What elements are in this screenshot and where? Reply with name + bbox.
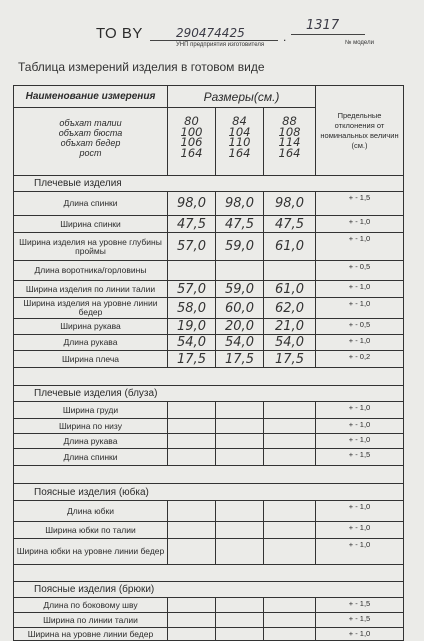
measurement-value <box>216 501 264 522</box>
deviation-value: + - 0,5 <box>316 261 404 281</box>
deviation-value: + - 1,5 <box>316 613 404 628</box>
measurement-name: Ширина изделия по линии талии <box>14 281 168 298</box>
measurement-value: 61,0 <box>264 281 316 298</box>
measurement-name: Длина воротника/горловины <box>14 261 168 281</box>
section-header-row <box>14 484 404 501</box>
deviation-value: + - 1,0 <box>316 434 404 449</box>
measurement-value: 21,0 <box>264 319 316 335</box>
section-blank-cell <box>168 176 216 192</box>
deviation-value: + - 0,5 <box>316 319 404 335</box>
gap-cell <box>264 565 316 582</box>
measurement-name: Ширина юбки на уровне линии бедер <box>14 539 168 565</box>
measurement-value <box>216 419 264 434</box>
size-value: 164 <box>228 145 251 160</box>
size-value: 80 <box>184 114 199 128</box>
model-underline <box>291 34 365 35</box>
table-row <box>14 449 404 466</box>
column-deviation-header: Предельные отклонения от номинальных величин (см.) <box>316 86 404 176</box>
measurement-value: 98,0 <box>216 192 264 216</box>
deviation-value: + - 1,0 <box>316 402 404 419</box>
measurement-value: 54,0 <box>216 335 264 351</box>
measurement-name: Ширина изделия на уровне линии бедер <box>14 298 168 319</box>
measurement-value <box>168 613 216 628</box>
table-row <box>14 598 404 613</box>
size-value: 88 <box>282 114 297 128</box>
measurement-value: 59,0 <box>216 233 264 261</box>
measurement-value <box>264 434 316 449</box>
section-blank-cell <box>264 176 316 192</box>
measurement-value: 60,0 <box>216 298 264 319</box>
measurement-value <box>264 261 316 281</box>
measurement-name: Ширина по низу <box>14 419 168 434</box>
deviation-value: + - 0,2 <box>316 351 404 368</box>
measurement-value: 62,0 <box>264 298 316 319</box>
table-row <box>14 351 404 368</box>
measurement-value <box>216 434 264 449</box>
section-blank-cell <box>316 386 404 402</box>
deviation-value: + - 1,0 <box>316 298 404 319</box>
size-value: 114 <box>278 135 301 149</box>
measurement-name: Длина спинки <box>14 192 168 216</box>
measurement-value <box>168 419 216 434</box>
measurement-value <box>168 434 216 449</box>
gap-cell <box>168 368 216 386</box>
measurement-value: 57,0 <box>168 281 216 298</box>
table-row <box>14 501 404 522</box>
section-blank-cell <box>316 484 404 501</box>
deviation-value: + - 1,5 <box>316 192 404 216</box>
measurement-value: 54,0 <box>264 335 316 351</box>
section-gap-row <box>14 368 404 386</box>
measurement-value <box>216 539 264 565</box>
measurement-value <box>264 419 316 434</box>
table-row <box>14 402 404 419</box>
size-value: 164 <box>278 145 301 160</box>
size-value: 164 <box>180 145 203 160</box>
size-value: 104 <box>228 124 251 139</box>
header-dot: . <box>283 30 287 44</box>
gap-cell <box>216 466 264 484</box>
table-row <box>14 216 404 233</box>
measurement-value <box>216 598 264 613</box>
measurement-value <box>264 449 316 466</box>
measurement-value <box>264 539 316 565</box>
table-row <box>14 419 404 434</box>
gap-cell <box>216 565 264 582</box>
size-value: 106 <box>180 135 203 149</box>
measurement-value <box>264 522 316 539</box>
section-blank-cell <box>216 484 264 501</box>
section-header-row <box>14 386 404 402</box>
measurement-value <box>264 402 316 419</box>
table-row <box>14 319 404 335</box>
section-blank-cell <box>316 582 404 598</box>
section-title: Плечевые изделия (блуза) <box>14 386 168 402</box>
measurement-name: Ширина груди <box>14 402 168 419</box>
deviation-value: + - 1,0 <box>316 281 404 298</box>
gap-cell <box>264 466 316 484</box>
measurement-name: Ширина юбки по талии <box>14 522 168 539</box>
size-value: 100 <box>180 124 203 139</box>
measurement-value <box>216 449 264 466</box>
section-title: Поясные изделия (брюки) <box>14 582 168 598</box>
gap-cell <box>168 466 216 484</box>
table-row <box>14 628 404 641</box>
measurement-value <box>168 449 216 466</box>
header-prefix: ТО BY <box>96 25 143 42</box>
measurement-value: 47,5 <box>168 216 216 233</box>
table-row <box>14 434 404 449</box>
measurement-value: 57,0 <box>168 233 216 261</box>
measurement-table <box>13 85 404 641</box>
size-param: рост <box>79 148 102 158</box>
gap-cell <box>168 565 216 582</box>
section-blank-cell <box>264 484 316 501</box>
table-row <box>14 539 404 565</box>
section-blank-cell <box>216 582 264 598</box>
table-row <box>14 335 404 351</box>
size-value: 108 <box>278 124 301 139</box>
table-row <box>14 233 404 261</box>
measurement-value <box>264 613 316 628</box>
measurement-value: 98,0 <box>168 192 216 216</box>
gap-cell <box>14 466 168 484</box>
page-title: Таблица измерений изделия в готовом виде <box>18 60 265 74</box>
measurement-value <box>216 522 264 539</box>
size-param: объхат бюста <box>58 128 123 138</box>
section-gap-row <box>14 466 404 484</box>
model-value: 1317 <box>306 18 340 33</box>
header-row <box>14 86 404 108</box>
measurement-name: Длина спинки <box>14 449 168 466</box>
measurement-value <box>216 613 264 628</box>
measurement-value: 54,0 <box>168 335 216 351</box>
table-row <box>14 613 404 628</box>
deviation-value: + - 1,0 <box>316 419 404 434</box>
measurement-value: 59,0 <box>216 281 264 298</box>
table-row <box>14 522 404 539</box>
table-row <box>14 261 404 281</box>
measurement-name: Длина рукава <box>14 335 168 351</box>
deviation-value: + - 1,0 <box>316 335 404 351</box>
deviation-value: + - 1,0 <box>316 539 404 565</box>
measurement-name: Ширина спинки <box>14 216 168 233</box>
gap-cell <box>14 565 168 582</box>
section-blank-cell <box>264 582 316 598</box>
measurement-name: Ширина плеча <box>14 351 168 368</box>
measurement-value: 47,5 <box>216 216 264 233</box>
unp-underline <box>150 40 278 41</box>
section-header-row <box>14 582 404 598</box>
unp-value: 290474425 <box>176 26 245 40</box>
measurement-value <box>264 501 316 522</box>
measurement-value <box>168 402 216 419</box>
section-blank-cell <box>216 386 264 402</box>
measurement-value: 98,0 <box>264 192 316 216</box>
size-param: объхат талии <box>59 118 122 128</box>
table-row <box>14 281 404 298</box>
deviation-value: + - 1,0 <box>316 522 404 539</box>
measurement-value <box>168 628 216 641</box>
table-row <box>14 192 404 216</box>
measurement-value <box>216 261 264 281</box>
table-row <box>14 298 404 319</box>
size-column-2 <box>216 108 264 176</box>
measurement-value <box>168 598 216 613</box>
section-blank-cell <box>216 176 264 192</box>
deviation-value: + - 1,0 <box>316 216 404 233</box>
measurement-value: 47,5 <box>264 216 316 233</box>
measurement-value <box>168 261 216 281</box>
deviation-value: + - 1,0 <box>316 501 404 522</box>
size-column-1 <box>168 108 216 176</box>
measurement-value: 17,5 <box>216 351 264 368</box>
measurement-value <box>168 522 216 539</box>
column-sizes-header: Размеры(см.) <box>168 86 316 108</box>
measurement-value: 58,0 <box>168 298 216 319</box>
deviation-value: + - 1,0 <box>316 628 404 641</box>
size-param: объхат бедер <box>60 138 121 148</box>
model-caption: № модели <box>345 40 374 46</box>
measurement-value: 17,5 <box>168 351 216 368</box>
gap-cell <box>316 565 404 582</box>
gap-cell <box>216 368 264 386</box>
measurement-value <box>216 628 264 641</box>
measurement-name: Длина рукава <box>14 434 168 449</box>
size-params-cell <box>14 108 168 176</box>
gap-cell <box>14 368 168 386</box>
deviation-value: + - 1,5 <box>316 449 404 466</box>
unp-caption: УНП предприятия изготовителя <box>176 42 265 48</box>
measurement-value <box>264 628 316 641</box>
gap-cell <box>316 368 404 386</box>
section-blank-cell <box>168 582 216 598</box>
measurement-value: 19,0 <box>168 319 216 335</box>
size-value: 84 <box>232 114 247 128</box>
measurement-value <box>168 539 216 565</box>
column-name-header: Наименование измерения <box>14 86 168 108</box>
deviation-value: + - 1,5 <box>316 598 404 613</box>
measurement-value: 17,5 <box>264 351 316 368</box>
measurement-name: Ширина изделия на уровне глубины проймы <box>14 233 168 261</box>
measurement-value <box>216 402 264 419</box>
section-title: Поясные изделия (юбка) <box>14 484 168 501</box>
measurement-name: Длина юбки <box>14 501 168 522</box>
measurement-value: 61,0 <box>264 233 316 261</box>
section-blank-cell <box>316 176 404 192</box>
section-blank-cell <box>264 386 316 402</box>
measurement-name: Ширина на уровне линии бедер <box>14 628 168 641</box>
measurement-name: Ширина по линии талии <box>14 613 168 628</box>
measurement-name: Ширина рукава <box>14 319 168 335</box>
size-value: 110 <box>228 135 251 149</box>
section-blank-cell <box>168 386 216 402</box>
section-blank-cell <box>168 484 216 501</box>
measurement-value <box>264 598 316 613</box>
section-gap-row <box>14 565 404 582</box>
section-title: Плечевые изделия <box>14 176 168 192</box>
measurement-name: Длина по боковому шву <box>14 598 168 613</box>
gap-cell <box>316 466 404 484</box>
size-column-3 <box>264 108 316 176</box>
deviation-value: + - 1,0 <box>316 233 404 261</box>
measurement-value: 20,0 <box>216 319 264 335</box>
gap-cell <box>264 368 316 386</box>
section-header-row <box>14 176 404 192</box>
measurement-value <box>168 501 216 522</box>
